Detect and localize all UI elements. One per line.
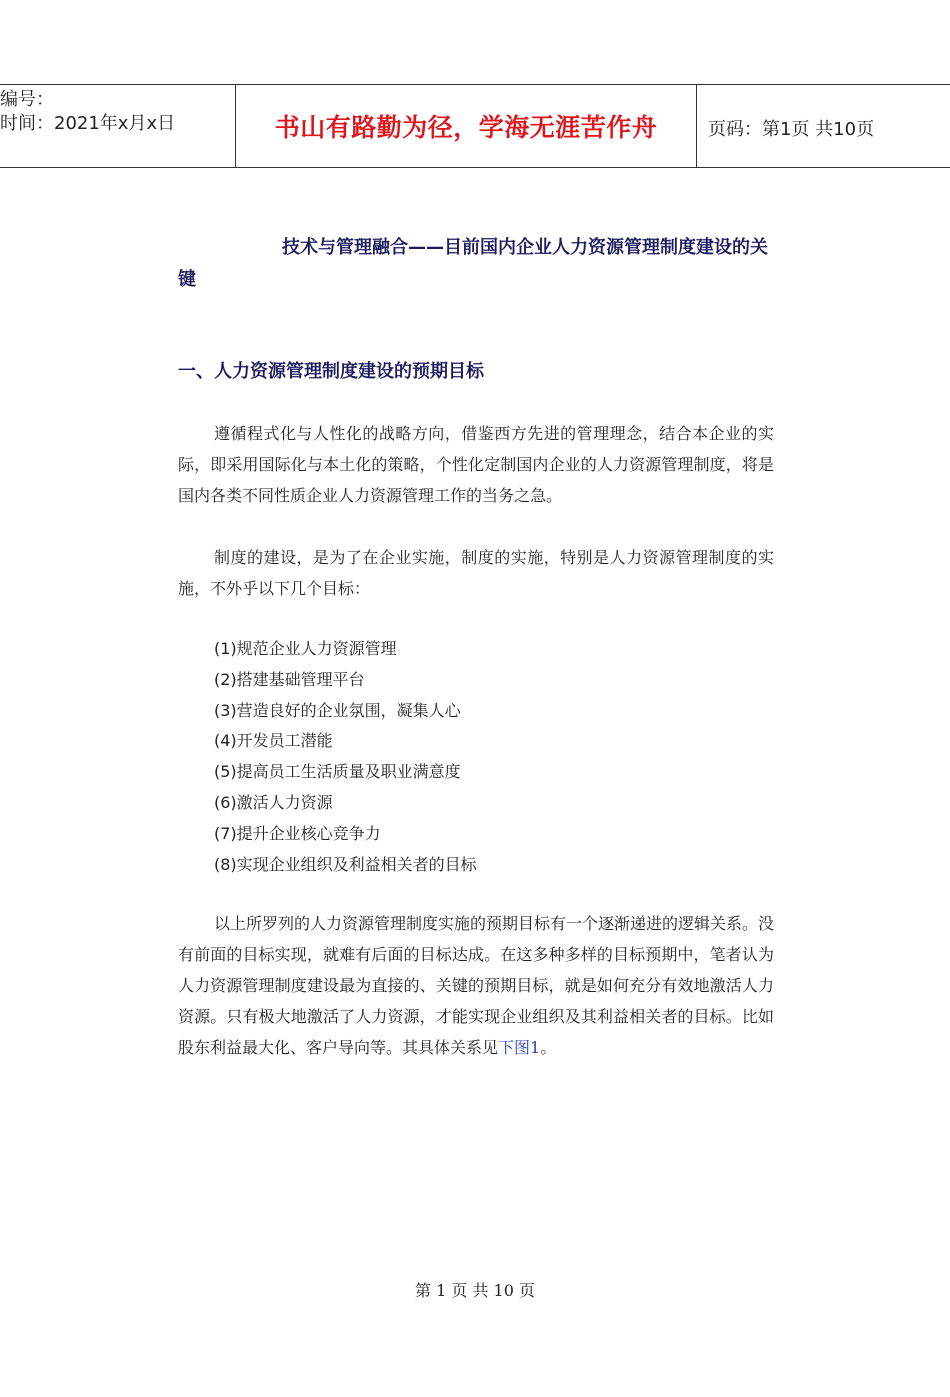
page-footer: 第 1 页 共 10 页 [415, 1281, 535, 1300]
paragraph-1: 遵循程式化与人性化的战略方向，借鉴西方先进的管理理念，结合本企业的实际，即采用国际化与本土化的策略，个性化定制国内企业的人力资源管理制度，将是国内各类不同性质企业人力资源管理工作的当务之急。 [178, 424, 774, 505]
goals-list [214, 634, 477, 880]
list-item: (6)激活人力资源 [214, 792, 333, 812]
section-heading: 一、人力资源管理制度建设的预期目标 [178, 361, 484, 382]
paragraph-3-text: 以上所罗列的人力资源管理制度实施的预期目标有一个逐渐递进的逻辑关系。没有前面的目标实现，就难有后面的目标达成。在这多种多样的目标预期中，笔者认为人力资源管理制度建设最为直接的、关键的预期目标，就是如何充分有效地激活人力资源。只有极大地激活了人力资源，才能实现企业组织及其利益相关者的目标。比如股东利益最大化、客户导向等。其具体关系见 [178, 914, 775, 1057]
paragraph-3-end: 。 [540, 1038, 557, 1057]
document-title: 技术与管理融合——目前国内企业人力资源管理制度建设的关键 [178, 237, 768, 290]
list-item: (2)搭建基础管理平台 [214, 669, 365, 689]
header-motto-cell [236, 85, 697, 167]
document-header [0, 84, 950, 168]
list-item: (1)规范企业人力资源管理 [214, 639, 397, 658]
document-time-label: 时间：2021年x月x日 [0, 113, 176, 134]
list-item: (7)提升企业核心竞争力 [214, 823, 381, 843]
document-body [178, 232, 775, 1057]
header-meta [0, 85, 236, 167]
list-item: (5)提高员工生活质量及职业满意度 [214, 762, 461, 782]
list-item: (4)开发员工潜能 [214, 731, 333, 751]
document-number-label: 编号： [0, 89, 54, 110]
paragraph-3 [178, 908, 774, 1063]
paragraph-2: 制度的建设，是为了在企业实施，制度的实施，特别是人力资源管理制度的实施，不外乎以下几个目标： [178, 548, 774, 598]
figure-1-link[interactable]: 下图1 [498, 1038, 541, 1057]
list-item: (3)营造良好的企业氛围，凝集人心 [214, 700, 461, 720]
header-page-info: 页码：第1页 共10页 [708, 119, 875, 140]
list-item: (8)实现企业组织及利益相关者的目标 [214, 854, 477, 874]
motto-text: 书山有路勤为径，学海无涯苦作舟 [274, 113, 658, 142]
